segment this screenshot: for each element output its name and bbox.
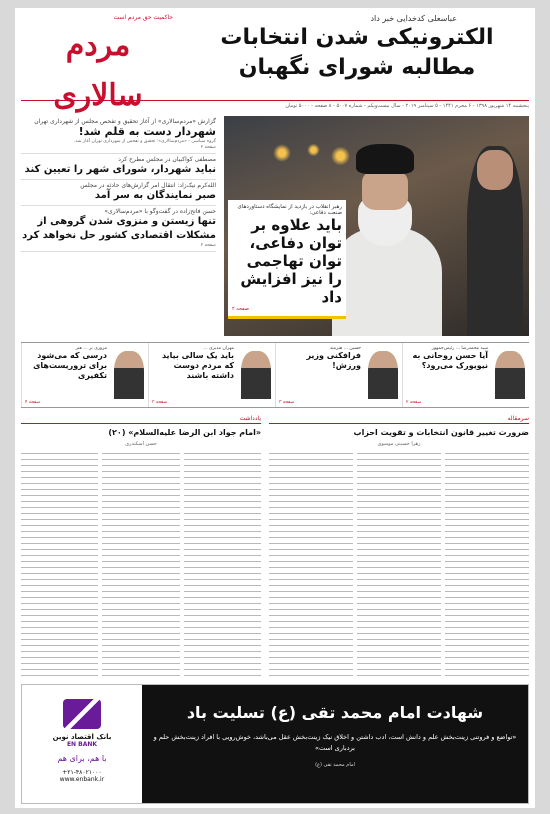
teaser-kicker: مروری بر ... هنر bbox=[75, 346, 107, 351]
ad-condolence-panel bbox=[142, 685, 528, 803]
ad-quote-source: امام محمد تقی (ع) bbox=[315, 762, 355, 768]
background-lights bbox=[264, 138, 354, 168]
teaser-kicker: حسین ... هنرمند bbox=[329, 346, 361, 351]
left-column bbox=[21, 116, 216, 336]
story-headline: نباید شهردار، شورای شهر را تعیین کند bbox=[24, 164, 216, 175]
newspaper-logo bbox=[23, 14, 173, 113]
story-kicker: حسن فاتح‌زاده در گفت‌وگو با «مردم‌سالاری» bbox=[104, 208, 216, 215]
left-story-1[interactable] bbox=[21, 116, 216, 154]
lead-caption[interactable] bbox=[228, 200, 346, 319]
newspaper-front-page bbox=[15, 8, 535, 808]
figure-face bbox=[362, 170, 408, 210]
editorial-author: زهرا حسینی موسوی bbox=[377, 441, 421, 447]
teaser-photo bbox=[495, 351, 525, 399]
dateline: پنجشنبه ۱۴ شهریور ۱۳۹۸ - ۶ محرم ۱۴۴۱ - ۵ سپتامبر ۲۰۱۹ - سال بیست‌ویکم - شماره ۵۰۰۷ - ۸ صفحه - ۵۰۰۰ تومان bbox=[21, 100, 529, 110]
photo-teaser-row bbox=[21, 342, 529, 408]
text-column bbox=[357, 450, 441, 678]
text-column bbox=[269, 450, 353, 678]
left-story-3[interactable] bbox=[21, 180, 216, 206]
text-column bbox=[102, 450, 179, 678]
bank-phone: +۲۱-۴۸۰۲۱۰۰۰ bbox=[62, 769, 102, 776]
teaser-headline: آیا حسن روحانی به نیویورک می‌رود؟ bbox=[412, 351, 488, 370]
story-kicker: گزارش «مردم‌سالاری» از آغاز تحقیق و تفحص مجلس از شهرداری تهران bbox=[34, 118, 216, 125]
teaser-kicker: سید محمدرضا ... رئیس‌جمهور bbox=[431, 346, 488, 351]
teaser-headline: درسی که می‌شود برای تروریست‌های تکفیری bbox=[33, 351, 107, 380]
note-body bbox=[21, 450, 261, 678]
text-column bbox=[445, 450, 529, 678]
left-story-4[interactable] bbox=[21, 206, 216, 252]
story-kicker: مصطفی کواکبیان در مجلس مطرح کرد bbox=[118, 156, 216, 163]
teaser-page-ref: صفحه ۳ bbox=[279, 400, 295, 405]
note-title[interactable]: «امام جواد ابن الرضا علیه‌السلام» (۲۰) bbox=[108, 428, 261, 437]
headline-kicker: عباسعلی کدخدایی خبر داد bbox=[370, 14, 457, 23]
lead-kicker: رهبر انقلاب در بازدید از نمایشگاه دستاوردهای صنعت دفاعی: bbox=[237, 204, 342, 216]
lead-photo bbox=[224, 116, 529, 336]
headline-line-1: الکترونیکی شدن انتخابات bbox=[220, 25, 494, 50]
teaser-photo bbox=[241, 351, 271, 399]
teaser-1[interactable] bbox=[402, 343, 529, 407]
figure-turban bbox=[356, 144, 414, 174]
main-headline bbox=[187, 14, 527, 83]
bank-name-en: EN BANK bbox=[66, 741, 98, 748]
bank-website[interactable]: www.enbank.ir bbox=[59, 776, 105, 783]
teaser-page-ref: صفحه ۳ bbox=[152, 400, 168, 405]
bank-advertisement[interactable] bbox=[21, 684, 529, 804]
story-page-ref: صفحه ۲ bbox=[200, 243, 216, 248]
figure-right-face bbox=[477, 150, 513, 190]
story-headline: شهردار دست به قلم شد! bbox=[78, 125, 216, 138]
story-page-ref: صفحه ۲ bbox=[200, 145, 216, 150]
teaser-kicker: مهران مدیری ... bbox=[203, 346, 234, 351]
editorial-body bbox=[269, 450, 529, 678]
teaser-photo bbox=[114, 351, 144, 399]
story-kicker: الله‌کرم نیک‌زاد: انتقال امر گزارش‌های حادثه در مجلس bbox=[80, 182, 216, 189]
teaser-4[interactable] bbox=[21, 343, 148, 407]
bank-slogan: با هم، برای هم bbox=[57, 754, 107, 763]
logo-name: مردم سالاری bbox=[53, 28, 143, 113]
bank-name: بانک اقتصاد نوین bbox=[52, 733, 112, 741]
text-column bbox=[21, 450, 98, 678]
teaser-3[interactable] bbox=[148, 343, 275, 407]
left-story-2[interactable] bbox=[21, 154, 216, 180]
bank-logo-icon bbox=[63, 699, 101, 729]
teaser-page-ref: صفحه ۲ bbox=[406, 400, 422, 405]
editorial-title[interactable]: ضرورت تغییر قانون انتخابات و تقویت احزاب bbox=[353, 428, 529, 437]
story-headline: صبر نمایندگان به سر آمد bbox=[94, 190, 216, 201]
teaser-page-ref: صفحه ۴ bbox=[25, 400, 41, 405]
story-headline: تنها زیستن و منزوی شدن گروهی از مشکلات اقتصادی کشور حل نخواهد کرد bbox=[22, 216, 216, 241]
story-body: گروه سیاسی - «مردم‌سالاری»: تحقیق و تفحص از شهرداری تهران آغاز شد. bbox=[73, 139, 216, 144]
teaser-photo bbox=[368, 351, 398, 399]
text-column bbox=[184, 450, 261, 678]
note-author: حسن اسکندری bbox=[125, 441, 157, 447]
lead-page-ref: صفحه ۲ bbox=[232, 306, 249, 312]
lead-headline: باید علاوه بر توان دفاعی، توان تهاجمی را نیز افزایش داد bbox=[240, 216, 342, 306]
teaser-headline: باید یک سالی بیاید که مردم دوست داشته باشند bbox=[161, 351, 234, 380]
teaser-headline: فرافکنی وزیر ورزش! bbox=[306, 351, 361, 370]
ad-title: شهادت امام محمد تقی (ع) تسلیت باد bbox=[186, 703, 484, 722]
ad-bank-panel bbox=[22, 685, 142, 803]
ad-quote: «تواضع و فروتنی زینت‌بخش علم و دانش است، ادب داشتن و اخلاق نیک زینت‌بخش عقل می‌باشد، خوش‌رویی با افراد زینت‌بخش حلم و بردباری است» bbox=[153, 733, 517, 752]
headline-line-2: مطالبه شورای نگهبان bbox=[238, 55, 476, 80]
editorial-label: سرمقاله bbox=[269, 414, 529, 424]
teaser-2[interactable] bbox=[275, 343, 402, 407]
logo-tagline: حاکمیت حق مردم است bbox=[113, 14, 173, 21]
note-label: یادداشت bbox=[21, 414, 261, 424]
